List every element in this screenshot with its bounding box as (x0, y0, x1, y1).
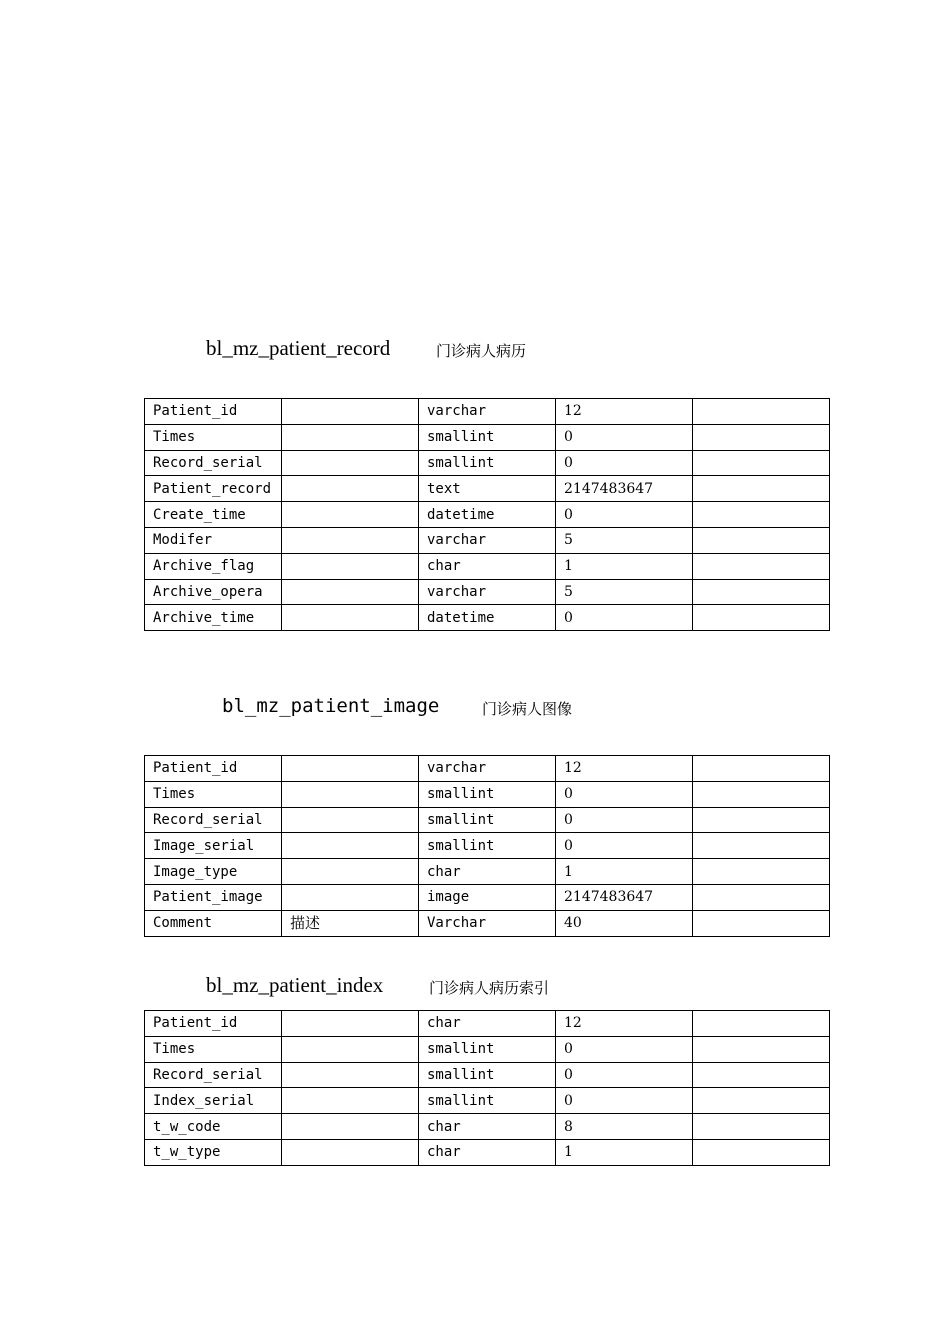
field-name-cell: Times (145, 1036, 282, 1062)
field-type-cell: image (419, 884, 556, 910)
field-extra-cell (693, 1114, 830, 1140)
field-type-cell: varchar (419, 527, 556, 553)
field-name-cell: Archive_flag (145, 553, 282, 579)
field-type-cell: char (419, 1114, 556, 1140)
table-row (145, 450, 830, 476)
field-length-cell: 1 (556, 1139, 693, 1165)
field-type-cell: char (419, 553, 556, 579)
field-length-cell: 0 (556, 502, 693, 528)
field-type-cell: smallint (419, 807, 556, 833)
field-type-cell: char (419, 859, 556, 885)
field-comment-cell (282, 579, 419, 605)
field-name-cell: Patient_id (145, 399, 282, 425)
field-length-cell: 0 (556, 1062, 693, 1088)
field-extra-cell (693, 807, 830, 833)
table-row (145, 807, 830, 833)
field-length-cell: 0 (556, 1088, 693, 1114)
field-length-cell: 2147483647 (556, 476, 693, 502)
table-row (145, 579, 830, 605)
field-length-cell: 12 (556, 399, 693, 425)
field-extra-cell (693, 781, 830, 807)
field-comment-cell (282, 1114, 419, 1140)
field-extra-cell (693, 476, 830, 502)
field-type-cell: varchar (419, 579, 556, 605)
field-comment-cell (282, 399, 419, 425)
field-length-cell: 0 (556, 605, 693, 631)
field-comment-cell (282, 884, 419, 910)
field-extra-cell (693, 910, 830, 936)
table-row (145, 1139, 830, 1165)
table-row (145, 1036, 830, 1062)
field-extra-cell (693, 450, 830, 476)
field-comment-cell (282, 502, 419, 528)
field-name-cell: Image_serial (145, 833, 282, 859)
table-row (145, 502, 830, 528)
field-extra-cell (693, 424, 830, 450)
field-length-cell: 40 (556, 910, 693, 936)
field-extra-cell (693, 756, 830, 782)
schema-table-index (144, 1010, 830, 1166)
table-row (145, 605, 830, 631)
field-type-cell: smallint (419, 833, 556, 859)
table-row (145, 833, 830, 859)
table-row (145, 399, 830, 425)
field-type-cell: Varchar (419, 910, 556, 936)
field-extra-cell (693, 833, 830, 859)
field-extra-cell (693, 605, 830, 631)
field-comment-cell (282, 859, 419, 885)
field-name-cell: Record_serial (145, 450, 282, 476)
field-type-cell: datetime (419, 502, 556, 528)
schema-table-record (144, 398, 830, 631)
field-extra-cell (693, 859, 830, 885)
field-comment-cell (282, 833, 419, 859)
table-row (145, 1088, 830, 1114)
field-name-cell: Create_time (145, 502, 282, 528)
field-type-cell: text (419, 476, 556, 502)
field-extra-cell (693, 527, 830, 553)
table-description-image: 门诊病人图像 (482, 700, 573, 718)
field-comment-cell (282, 476, 419, 502)
field-name-cell: Patient_id (145, 756, 282, 782)
field-length-cell: 0 (556, 424, 693, 450)
field-type-cell: datetime (419, 605, 556, 631)
field-length-cell: 5 (556, 527, 693, 553)
field-type-cell: smallint (419, 424, 556, 450)
field-comment-cell (282, 781, 419, 807)
field-extra-cell (693, 579, 830, 605)
field-length-cell: 0 (556, 833, 693, 859)
table-row (145, 1114, 830, 1140)
field-extra-cell (693, 553, 830, 579)
table-row (145, 1062, 830, 1088)
table-name-record: bl_mz_patient_record (206, 336, 391, 360)
field-name-cell: Patient_image (145, 884, 282, 910)
field-type-cell: varchar (419, 399, 556, 425)
field-length-cell: 0 (556, 1036, 693, 1062)
field-comment-cell (282, 1139, 419, 1165)
field-type-cell: varchar (419, 756, 556, 782)
field-type-cell: smallint (419, 1088, 556, 1114)
field-comment-cell (282, 1036, 419, 1062)
field-name-cell: Image_type (145, 859, 282, 885)
field-comment-cell (282, 450, 419, 476)
field-name-cell: Modifer (145, 527, 282, 553)
field-type-cell: smallint (419, 1062, 556, 1088)
field-comment-cell (282, 807, 419, 833)
table-row (145, 527, 830, 553)
table-description-record: 门诊病人病历 (436, 342, 527, 360)
field-name-cell: Patient_record (145, 476, 282, 502)
field-length-cell: 12 (556, 756, 693, 782)
table-row (145, 1011, 830, 1037)
field-comment-cell (282, 553, 419, 579)
field-comment-cell (282, 527, 419, 553)
field-extra-cell (693, 502, 830, 528)
field-comment-cell (282, 756, 419, 782)
table-row (145, 910, 830, 936)
table-row (145, 424, 830, 450)
schema-table-image (144, 755, 830, 937)
table-row (145, 756, 830, 782)
field-type-cell: smallint (419, 450, 556, 476)
table-row (145, 859, 830, 885)
field-name-cell: Archive_opera (145, 579, 282, 605)
table-row (145, 553, 830, 579)
field-length-cell: 2147483647 (556, 884, 693, 910)
field-name-cell: Times (145, 781, 282, 807)
field-extra-cell (693, 1036, 830, 1062)
field-type-cell: smallint (419, 1036, 556, 1062)
field-type-cell: char (419, 1139, 556, 1165)
field-name-cell: Record_serial (145, 1062, 282, 1088)
field-extra-cell (693, 1011, 830, 1037)
table-name-image: bl_mz_patient_image (222, 695, 440, 717)
field-length-cell: 12 (556, 1011, 693, 1037)
field-name-cell: Comment (145, 910, 282, 936)
field-comment-cell (282, 424, 419, 450)
field-extra-cell (693, 1062, 830, 1088)
field-name-cell: Record_serial (145, 807, 282, 833)
field-extra-cell (693, 399, 830, 425)
field-extra-cell (693, 1088, 830, 1114)
table-row (145, 476, 830, 502)
field-length-cell: 5 (556, 579, 693, 605)
field-length-cell: 8 (556, 1114, 693, 1140)
field-length-cell: 0 (556, 807, 693, 833)
field-comment-cell (282, 1011, 419, 1037)
table-row (145, 884, 830, 910)
field-comment-cell (282, 1088, 419, 1114)
field-length-cell: 1 (556, 553, 693, 579)
field-name-cell: t_w_type (145, 1139, 282, 1165)
table-name-index: bl_mz_patient_index (206, 973, 384, 997)
field-extra-cell (693, 884, 830, 910)
field-length-cell: 1 (556, 859, 693, 885)
field-name-cell: Times (145, 424, 282, 450)
field-name-cell: Index_serial (145, 1088, 282, 1114)
field-extra-cell (693, 1139, 830, 1165)
field-comment-cell (282, 1062, 419, 1088)
field-comment-cell (282, 605, 419, 631)
field-name-cell: t_w_code (145, 1114, 282, 1140)
field-name-cell: Patient_id (145, 1011, 282, 1037)
field-name-cell: Archive_time (145, 605, 282, 631)
field-type-cell: smallint (419, 781, 556, 807)
field-length-cell: 0 (556, 450, 693, 476)
field-comment-cell: 描述 (282, 910, 419, 936)
field-length-cell: 0 (556, 781, 693, 807)
table-row (145, 781, 830, 807)
table-description-index: 门诊病人病历索引 (429, 979, 550, 997)
field-type-cell: char (419, 1011, 556, 1037)
